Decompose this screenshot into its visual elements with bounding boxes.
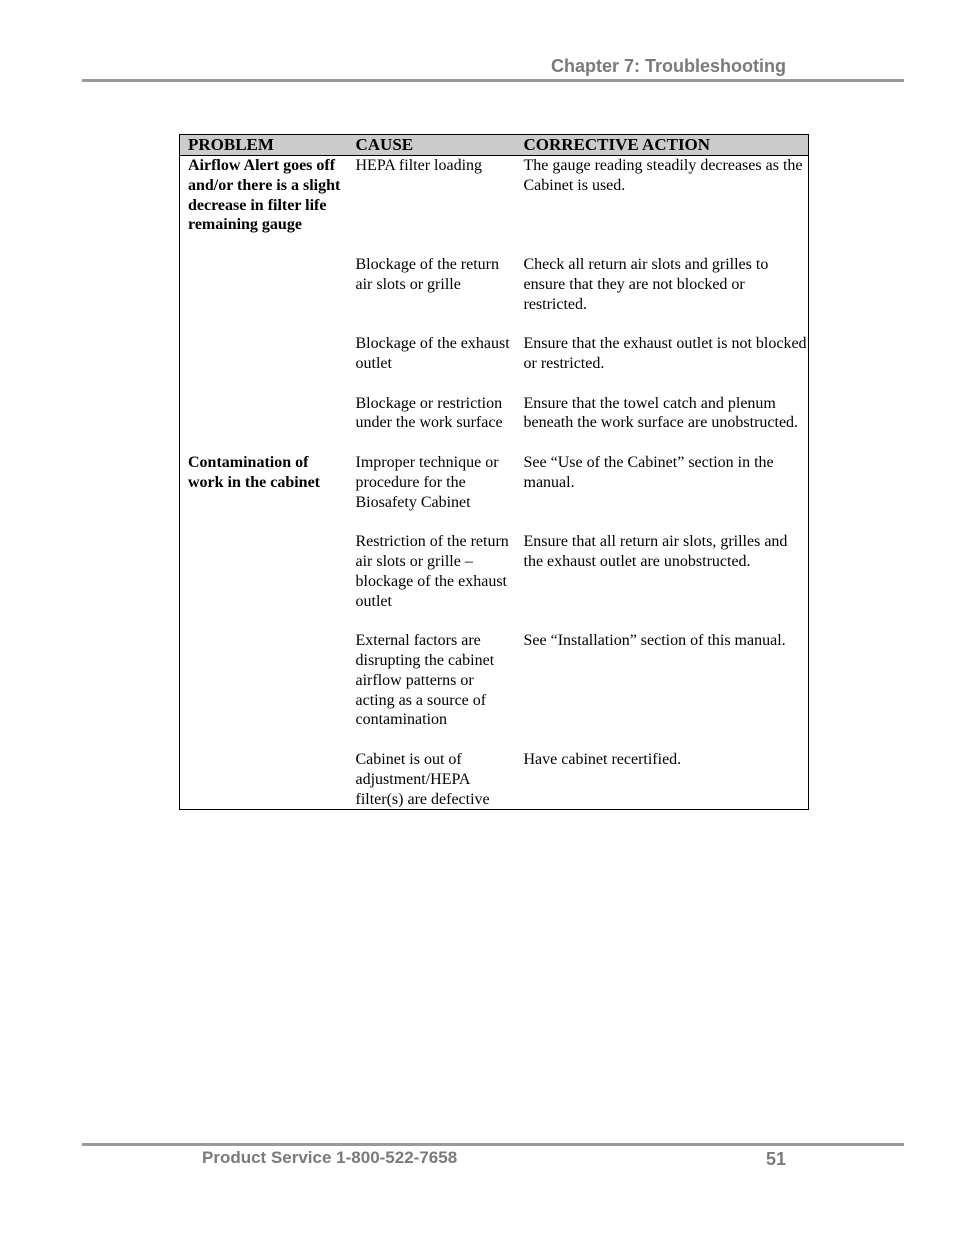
problem-cell [180,631,348,750]
header-problem: PROBLEM [180,135,348,156]
cause-cell: Blockage or restriction under the work surface [355,394,503,432]
table-row [180,453,809,532]
cause-cell: Blockage of the return air slots or grille [355,255,499,293]
header-corrective-action: CORRECTIVE ACTION [516,135,809,156]
chapter-title: Chapter 7: Troubleshooting [550,56,786,76]
table-row [180,255,809,334]
cause-cell: Improper technique or procedure for the Biosafety Cabinet [355,453,499,511]
troubleshooting-table [179,134,809,810]
cause-cell: Cabinet is out of adjustment/HEPA filter(s) are defective [355,750,490,808]
table-row [180,334,809,393]
table-row [180,394,809,453]
cause-cell: External factors are disrupting the cabinet airflow patterns or acting as a source of contamination [355,632,495,729]
header-cause: CAUSE [348,135,516,156]
table-row [180,532,809,631]
footer-divider [82,1143,904,1146]
problem-cell [180,255,348,334]
cause-cell: HEPA filter loading [355,157,483,174]
problem-cell [180,532,348,631]
problem-cell [180,334,348,393]
product-service-phone: Product Service 1-800-522-7658 [202,1148,458,1167]
table-row [180,631,809,750]
problem-cell [180,394,348,453]
header-divider [82,79,904,82]
action-cell: The gauge reading steadily decreases as the Cabinet is used. [523,157,803,194]
action-cell: See “Use of the Cabinet” section in the manual. [523,453,774,491]
action-cell: Ensure that all return air slots, grilles and the exhaust outlet are unobstructed. [523,533,788,570]
action-cell: Ensure that the towel catch and plenum beneath the work surface are unobstructed. [523,394,799,432]
cause-cell: Blockage of the exhaust outlet [355,335,510,372]
action-cell: Ensure that the exhaust outlet is not blocked or restricted. [523,335,807,372]
page-number: 51 [765,1149,786,1169]
action-cell: See “Installation” section of this manual. [523,632,786,650]
table-header-row [180,135,809,156]
problem-cell: Contamination of work in the cabinet [188,453,320,491]
action-cell: Check all return air slots and grilles to ensure that they are not blocked or restricted. [523,255,769,313]
table-row [180,750,809,810]
problem-cell: Airflow Alert goes off and/or there is a slight decrease in filter life remaining gauge [188,157,341,234]
problem-cell [180,750,348,810]
action-cell: Have cabinet recertified. [523,750,682,768]
table-row [180,156,809,255]
cause-cell: Restriction of the return air slots or grille – blockage of the exhaust outlet [355,533,509,610]
